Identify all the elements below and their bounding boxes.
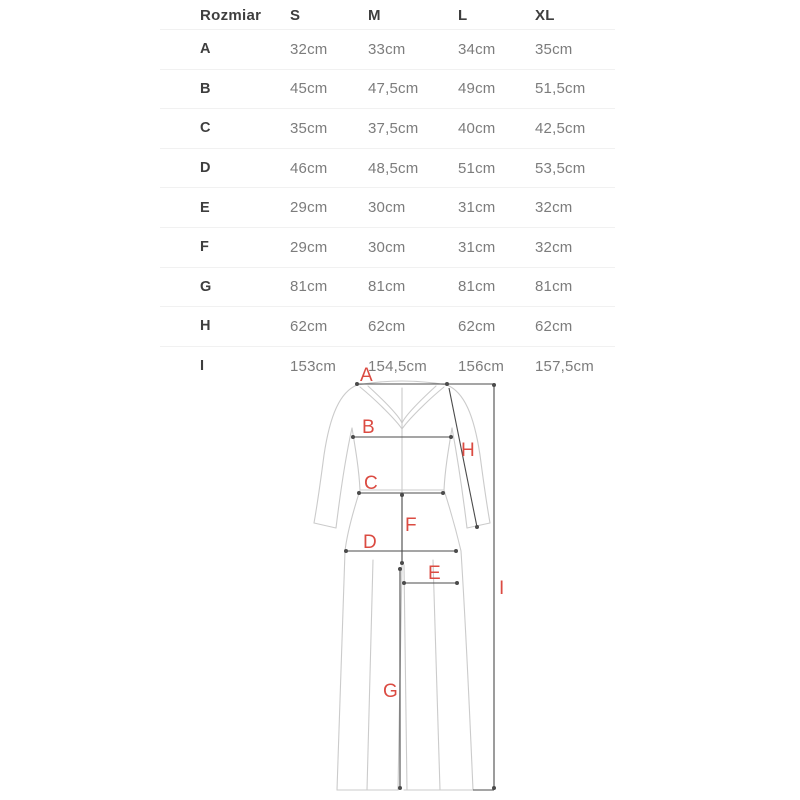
cell-value: 30cm bbox=[368, 238, 406, 256]
table-row bbox=[160, 227, 615, 267]
cell-value: 51cm bbox=[458, 159, 496, 177]
cell-value: 154,5cm bbox=[368, 357, 427, 375]
row-label: H bbox=[200, 318, 211, 335]
cell-value: 62cm bbox=[458, 317, 496, 335]
cell-value: 45cm bbox=[290, 80, 328, 98]
cell-value: 157,5cm bbox=[535, 357, 594, 375]
cell-value: 31cm bbox=[458, 238, 496, 256]
table-row bbox=[160, 187, 615, 227]
cell-value: 81cm bbox=[535, 278, 573, 296]
dimension-label-d: D bbox=[363, 532, 377, 553]
row-label: G bbox=[200, 278, 212, 295]
row-label: B bbox=[200, 80, 211, 97]
table-row bbox=[160, 267, 615, 307]
cell-value: 81cm bbox=[458, 278, 496, 296]
table-row bbox=[160, 29, 615, 69]
cell-value: 29cm bbox=[290, 199, 328, 217]
cell-value: 51,5cm bbox=[535, 80, 586, 98]
cell-value: 35cm bbox=[535, 40, 573, 58]
cell-value: 34cm bbox=[458, 40, 496, 58]
cell-value: 33cm bbox=[368, 40, 406, 58]
column-header-l: L bbox=[458, 7, 468, 24]
dimension-label-c: C bbox=[364, 473, 378, 494]
jumpsuit-measurement-diagram bbox=[300, 357, 515, 800]
cell-value: 153cm bbox=[290, 357, 337, 375]
cell-value: 81cm bbox=[368, 278, 406, 296]
dimension-label-g: G bbox=[383, 681, 398, 702]
cell-value: 62cm bbox=[535, 317, 573, 335]
cell-value: 32cm bbox=[535, 199, 573, 217]
row-label: C bbox=[200, 120, 211, 137]
dimension-label-i: I bbox=[499, 578, 505, 599]
row-label: I bbox=[200, 358, 205, 375]
cell-value: 42,5cm bbox=[535, 119, 586, 137]
row-label: A bbox=[200, 41, 211, 58]
table-row bbox=[160, 108, 615, 148]
cell-value: 32cm bbox=[290, 40, 328, 58]
row-label: E bbox=[200, 199, 210, 216]
dimension-labels bbox=[360, 365, 504, 702]
size-column-title: Rozmiar bbox=[200, 7, 262, 24]
cell-value: 29cm bbox=[290, 238, 328, 256]
column-header-m: M bbox=[368, 7, 381, 24]
cell-value: 62cm bbox=[368, 317, 406, 335]
cell-value: 49cm bbox=[458, 80, 496, 98]
column-header-xl: XL bbox=[535, 7, 555, 24]
column-header-s: S bbox=[290, 7, 301, 24]
cell-value: 53,5cm bbox=[535, 159, 586, 177]
cell-value: 30cm bbox=[368, 199, 406, 217]
table-row bbox=[160, 306, 615, 346]
cell-value: 81cm bbox=[290, 278, 328, 296]
size-table bbox=[160, 2, 615, 385]
cell-value: 156cm bbox=[458, 357, 505, 375]
dimension-label-f: F bbox=[405, 515, 417, 536]
table-row bbox=[160, 69, 615, 109]
dimension-label-b: B bbox=[362, 417, 375, 438]
row-label: F bbox=[200, 239, 210, 256]
cell-value: 31cm bbox=[458, 199, 496, 217]
cell-value: 47,5cm bbox=[368, 80, 419, 98]
table-row bbox=[160, 148, 615, 188]
cell-value: 40cm bbox=[458, 119, 496, 137]
cell-value: 48,5cm bbox=[368, 159, 419, 177]
cell-value: 37,5cm bbox=[368, 119, 419, 137]
dimension-label-h: H bbox=[461, 440, 475, 461]
size-table-header-row bbox=[160, 2, 615, 29]
cell-value: 35cm bbox=[290, 119, 328, 137]
cell-value: 32cm bbox=[535, 238, 573, 256]
cell-value: 46cm bbox=[290, 159, 328, 177]
dimension-label-e: E bbox=[428, 563, 441, 584]
cell-value: 62cm bbox=[290, 317, 328, 335]
dimension-label-a: A bbox=[360, 365, 373, 386]
row-label: D bbox=[200, 160, 211, 177]
